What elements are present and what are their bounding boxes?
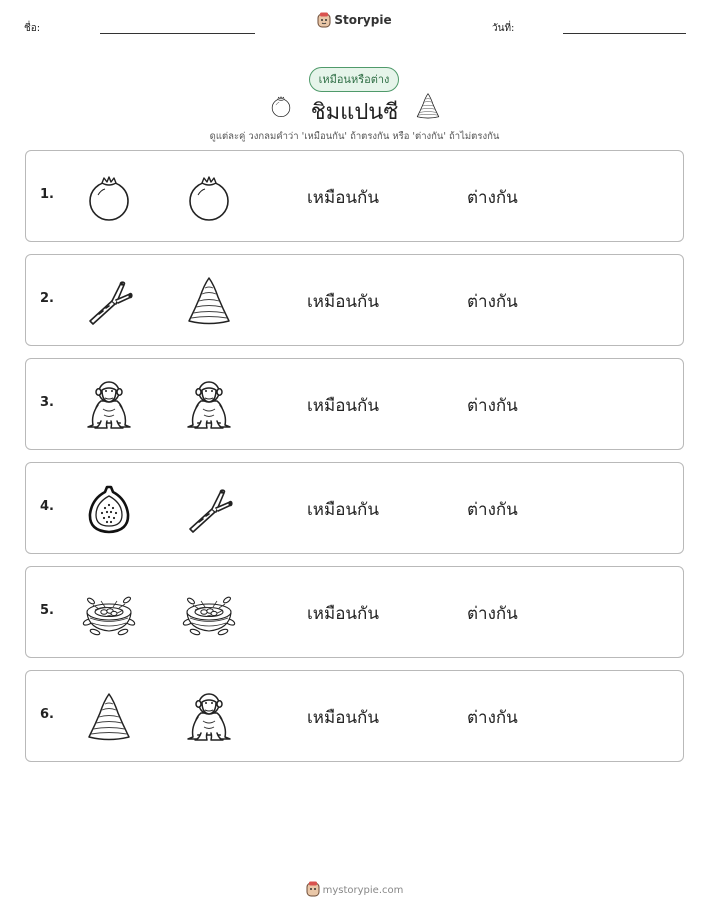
left-picture	[81, 481, 137, 537]
nest-icon	[81, 585, 137, 641]
instruction-text: ดูแต่ละคู่ วงกลมคำว่า 'เหมือนกัน' ถ้าตรงกัน หรือ 'ต่างกัน' ถ้าไม่ตรงกัน	[209, 131, 500, 142]
footer-url[interactable]: mystorypie.com	[322, 885, 404, 896]
question-row-1	[25, 150, 684, 242]
option-different[interactable]: ต่างกัน	[467, 500, 518, 520]
name-line[interactable]	[100, 33, 255, 34]
question-number: 6.	[40, 707, 54, 722]
question-row-6	[25, 670, 684, 762]
question-number: 4.	[40, 499, 54, 514]
option-different[interactable]: ต่างกัน	[467, 604, 518, 624]
question-row-5	[25, 566, 684, 658]
option-same[interactable]: เหมือนกัน	[307, 708, 379, 728]
right-picture	[181, 377, 237, 433]
chimpanzee-icon	[81, 377, 137, 433]
option-different[interactable]: ต่างกัน	[467, 292, 518, 312]
right-picture	[181, 585, 237, 641]
footer	[0, 881, 709, 897]
option-same[interactable]: เหมือนกัน	[307, 188, 379, 208]
date-line[interactable]	[563, 33, 686, 34]
termite-mound-icon	[413, 90, 443, 122]
pomegranate-icon	[81, 169, 137, 225]
option-same[interactable]: เหมือนกัน	[307, 500, 379, 520]
brand-logo	[0, 12, 709, 28]
question-row-2	[25, 254, 684, 346]
worksheet-type-badge: เหมือนหรือต่าง	[309, 67, 399, 92]
branch-icon	[81, 273, 137, 329]
chimpanzee-icon	[181, 377, 237, 433]
name-label: ชื่อ:	[24, 23, 41, 34]
date-label: วันที่:	[492, 23, 515, 34]
chimpanzee-icon	[181, 689, 237, 745]
option-different[interactable]: ต่างกัน	[467, 396, 518, 416]
left-picture	[81, 273, 137, 329]
right-picture	[181, 481, 237, 537]
right-picture	[181, 169, 237, 225]
page-title: ชิมแปนซี	[310, 100, 399, 125]
right-picture	[181, 689, 237, 745]
termite-mound-icon	[81, 689, 137, 745]
question-number: 5.	[40, 603, 54, 618]
left-picture	[81, 585, 137, 641]
question-number: 1.	[40, 187, 54, 202]
option-different[interactable]: ต่างกัน	[467, 188, 518, 208]
pomegranate-icon	[181, 169, 237, 225]
question-row-3	[25, 358, 684, 450]
termite-mound-icon	[181, 273, 237, 329]
brand-name: Storypie	[334, 13, 392, 27]
storypie-mascot-icon	[306, 881, 320, 897]
option-same[interactable]: เหมือนกัน	[307, 396, 379, 416]
left-picture	[81, 169, 137, 225]
question-row-4	[25, 462, 684, 554]
nest-icon	[181, 585, 237, 641]
option-same[interactable]: เหมือนกัน	[307, 292, 379, 312]
question-number: 2.	[40, 291, 54, 306]
storypie-mascot-icon	[317, 12, 331, 28]
option-different[interactable]: ต่างกัน	[467, 708, 518, 728]
question-number: 3.	[40, 395, 54, 410]
right-picture	[181, 273, 237, 329]
option-same[interactable]: เหมือนกัน	[307, 604, 379, 624]
left-picture	[81, 377, 137, 433]
left-picture	[81, 689, 137, 745]
fig-icon	[81, 481, 137, 537]
branch-icon	[181, 481, 237, 537]
